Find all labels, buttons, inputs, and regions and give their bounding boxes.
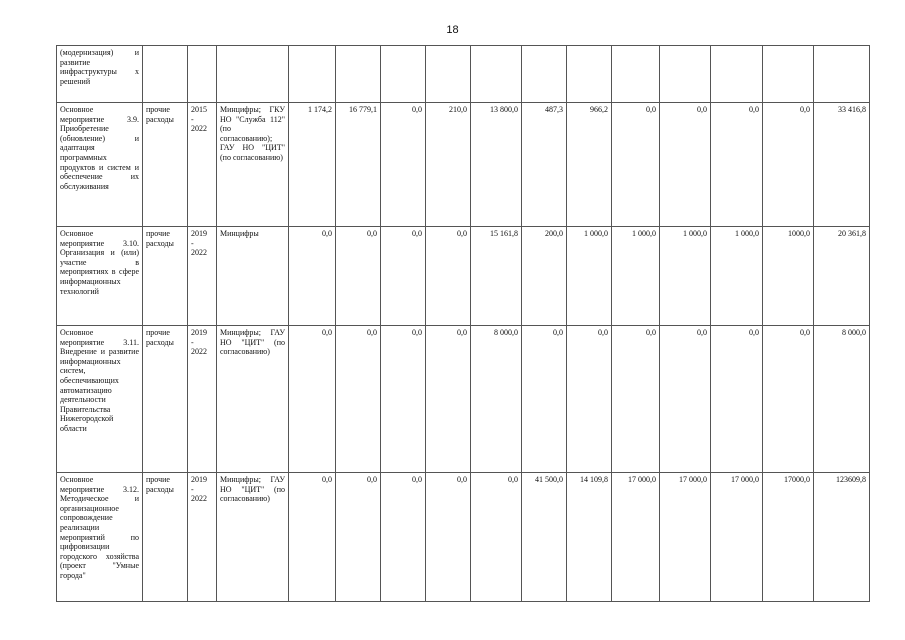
value-cell: 0,0 — [763, 326, 814, 473]
value-cell: 0,0 — [336, 227, 381, 326]
value-cell — [814, 46, 870, 103]
executor-cell: Минцифры — [217, 227, 289, 326]
value-cell: 14 109,8 — [567, 473, 612, 602]
value-cell: 0,0 — [711, 326, 763, 473]
value-cell — [426, 46, 471, 103]
measure-name-cell: Основное мероприятие 3.9. Приобретение (обновление) и адаптация программных продуктов и систем и обеспечение их обслуживания — [57, 103, 143, 227]
value-cell: 200,0 — [522, 227, 567, 326]
value-cell: 0,0 — [612, 326, 660, 473]
value-cell: 0,0 — [381, 103, 426, 227]
value-cell: 17 000,0 — [660, 473, 711, 602]
executor-cell: Минцифры; ГАУ НО "ЦИТ" (по согласованию) — [217, 326, 289, 473]
value-cell: 966,2 — [567, 103, 612, 227]
value-cell — [381, 46, 426, 103]
value-cell — [711, 46, 763, 103]
value-cell: 33 416,8 — [814, 103, 870, 227]
value-cell: 0,0 — [567, 326, 612, 473]
value-cell: 1000,0 — [763, 227, 814, 326]
funding-source-cell: прочие расходы — [143, 326, 188, 473]
value-cell: 0,0 — [763, 103, 814, 227]
value-cell: 1 174,2 — [289, 103, 336, 227]
table-row — [57, 473, 870, 602]
value-cell: 123609,8 — [814, 473, 870, 602]
years-cell: 2019 - 2022 — [188, 326, 217, 473]
value-cell: 17 000,0 — [612, 473, 660, 602]
value-cell: 8 000,0 — [471, 326, 522, 473]
value-cell: 0,0 — [289, 326, 336, 473]
value-cell: 0,0 — [522, 326, 567, 473]
value-cell: 0,0 — [426, 326, 471, 473]
measure-name-cell: (модернизация) и развитие инфраструктуры х решений — [57, 46, 143, 103]
value-cell: 0,0 — [289, 473, 336, 602]
value-cell: 0,0 — [381, 227, 426, 326]
years-cell: 2019 - 2022 — [188, 473, 217, 602]
measure-name-cell: Основное мероприятие 3.10. Организация и (или) участие в мероприятиях в сфере информационных технологий — [57, 227, 143, 326]
funding-source-cell — [143, 46, 188, 103]
value-cell — [336, 46, 381, 103]
value-cell: 15 161,8 — [471, 227, 522, 326]
executor-cell: Минцифры; ГКУ НО "Служба 112" (по согласованию); ГАУ НО "ЦИТ" (по согласованию) — [217, 103, 289, 227]
measure-name-cell: Основное мероприятие 3.12. Методическое и организационное сопровождение реализации мероприятий по цифровизации городского хозяйства (проект "Умные города" — [57, 473, 143, 602]
value-cell — [289, 46, 336, 103]
executor-cell: Минцифры; ГАУ НО "ЦИТ" (по согласованию) — [217, 473, 289, 602]
table-row — [57, 326, 870, 473]
value-cell — [471, 46, 522, 103]
value-cell: 487,3 — [522, 103, 567, 227]
page-number: 18 — [446, 24, 459, 36]
value-cell — [612, 46, 660, 103]
value-cell: 17000,0 — [763, 473, 814, 602]
value-cell — [567, 46, 612, 103]
value-cell: 17 000,0 — [711, 473, 763, 602]
executor-cell — [217, 46, 289, 103]
value-cell: 1 000,0 — [567, 227, 612, 326]
value-cell: 0,0 — [612, 103, 660, 227]
value-cell: 41 500,0 — [522, 473, 567, 602]
years-cell — [188, 46, 217, 103]
table-row — [57, 103, 870, 227]
value-cell: 1 000,0 — [711, 227, 763, 326]
table-row — [57, 46, 870, 103]
value-cell: 8 000,0 — [814, 326, 870, 473]
value-cell: 1 000,0 — [660, 227, 711, 326]
years-cell: 2019 - 2022 — [188, 227, 217, 326]
value-cell: 0,0 — [289, 227, 336, 326]
value-cell: 0,0 — [660, 103, 711, 227]
budget-table — [56, 45, 870, 602]
value-cell — [522, 46, 567, 103]
funding-source-cell: прочие расходы — [143, 103, 188, 227]
value-cell: 1 000,0 — [612, 227, 660, 326]
funding-source-cell: прочие расходы — [143, 227, 188, 326]
value-cell: 0,0 — [471, 473, 522, 602]
measure-name-cell: Основное мероприятие 3.11. Внедрение и развитие информационных систем, обеспечивающих автоматизацию деятельности Правительства Нижегородской области — [57, 326, 143, 473]
value-cell: 0,0 — [426, 473, 471, 602]
value-cell — [763, 46, 814, 103]
value-cell: 0,0 — [336, 473, 381, 602]
value-cell: 0,0 — [426, 227, 471, 326]
value-cell: 0,0 — [381, 473, 426, 602]
value-cell: 210,0 — [426, 103, 471, 227]
value-cell: 16 779,1 — [336, 103, 381, 227]
value-cell: 0,0 — [660, 326, 711, 473]
years-cell: 2015 - 2022 — [188, 103, 217, 227]
value-cell: 0,0 — [381, 326, 426, 473]
value-cell: 13 800,0 — [471, 103, 522, 227]
value-cell: 20 361,8 — [814, 227, 870, 326]
value-cell: 0,0 — [711, 103, 763, 227]
table-row — [57, 227, 870, 326]
funding-source-cell: прочие расходы — [143, 473, 188, 602]
value-cell — [660, 46, 711, 103]
value-cell: 0,0 — [336, 326, 381, 473]
